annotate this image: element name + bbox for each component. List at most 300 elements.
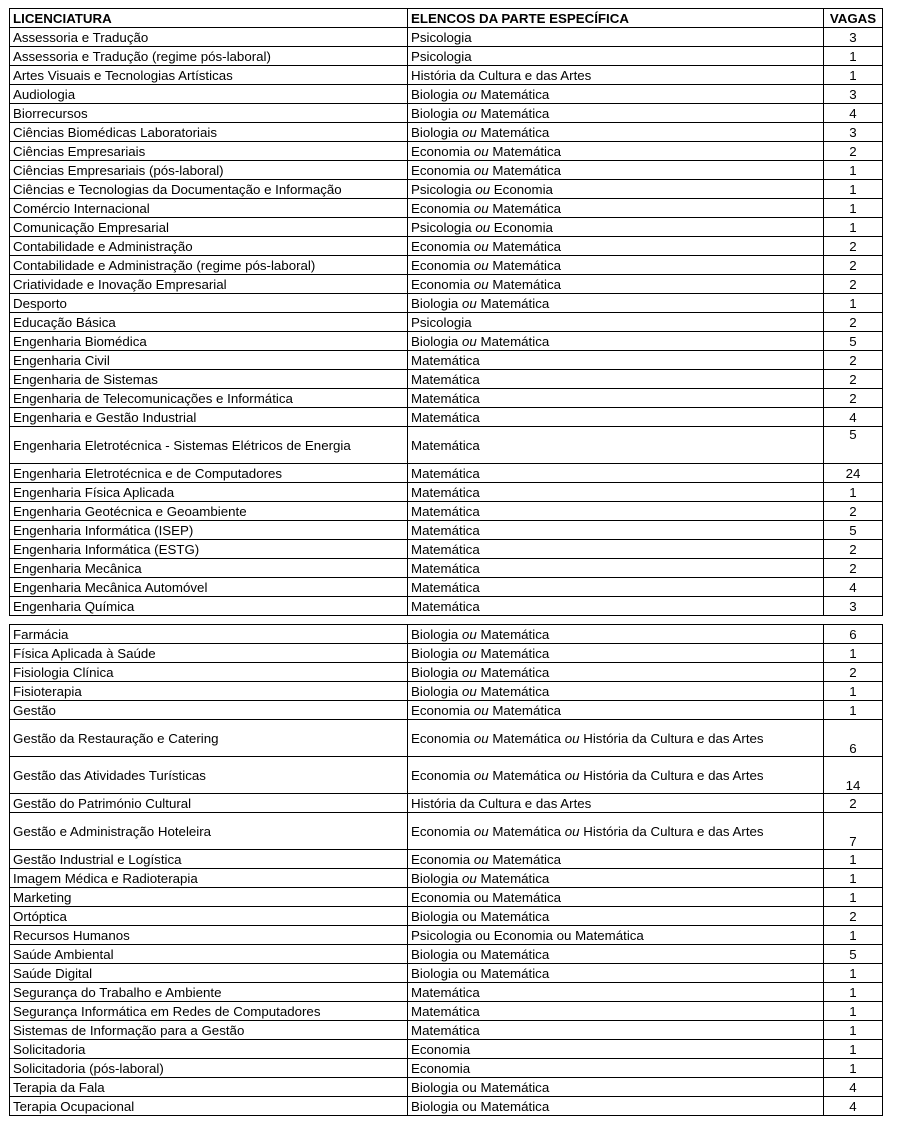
exam-options bbox=[408, 313, 824, 332]
table-row bbox=[10, 483, 883, 502]
vagas-count: 1 bbox=[824, 47, 883, 66]
course-name: Segurança Informática em Redes de Computadores bbox=[10, 1002, 408, 1021]
exam-options bbox=[408, 104, 824, 123]
exam-options bbox=[408, 180, 824, 199]
vagas-count: 5 bbox=[824, 521, 883, 540]
table-row bbox=[10, 85, 883, 104]
exam-options bbox=[408, 1059, 824, 1078]
exam-text: Biologia bbox=[411, 86, 463, 102]
exam-options bbox=[408, 351, 824, 370]
exam-text: Economia bbox=[411, 162, 474, 178]
header-vagas: VAGAS bbox=[824, 9, 883, 28]
course-name: Engenharia Mecânica bbox=[10, 559, 408, 578]
course-name: Ciências Empresariais (pós-laboral) bbox=[10, 161, 408, 180]
vagas-count: 6 bbox=[824, 625, 883, 644]
exam-text: Psicologia ou Economia ou Matemática bbox=[411, 927, 644, 943]
table-row bbox=[10, 945, 883, 964]
vagas-count: 1 bbox=[824, 1059, 883, 1078]
exam-text: Matemática bbox=[411, 541, 480, 557]
exam-text: Matemática bbox=[411, 598, 480, 614]
exam-connector: ou bbox=[462, 664, 477, 680]
table-row bbox=[10, 1097, 883, 1116]
vagas-count: 2 bbox=[824, 559, 883, 578]
vagas-count: 1 bbox=[824, 1040, 883, 1059]
exam-text: Biologia bbox=[411, 295, 463, 311]
vagas-count: 1 bbox=[824, 294, 883, 313]
exam-connector: ou bbox=[462, 124, 477, 140]
exam-connector: ou bbox=[473, 702, 489, 718]
course-name: Contabilidade e Administração (regime pós-laboral) bbox=[10, 256, 408, 275]
vagas-count: 1 bbox=[824, 964, 883, 983]
course-name: Sistemas de Informação para a Gestão bbox=[10, 1021, 408, 1040]
exam-text: Matemática bbox=[411, 522, 480, 538]
exam-options bbox=[408, 720, 824, 757]
exam-options bbox=[408, 813, 824, 850]
exam-text: Biologia ou Matemática bbox=[411, 1079, 550, 1095]
vagas-count: 2 bbox=[824, 540, 883, 559]
exam-connector: ou bbox=[473, 730, 489, 746]
table-row bbox=[10, 389, 883, 408]
vagas-count: 2 bbox=[824, 794, 883, 813]
exam-text: Matemática bbox=[411, 390, 480, 406]
exam-text: Matemática bbox=[488, 257, 562, 273]
course-name: Contabilidade e Administração bbox=[10, 237, 408, 256]
exam-options bbox=[408, 964, 824, 983]
table-row bbox=[10, 701, 883, 720]
course-name: Engenharia Eletrotécnica e de Computadores bbox=[10, 464, 408, 483]
table-row bbox=[10, 237, 883, 256]
table-row bbox=[10, 66, 883, 85]
exam-text: Biologia ou Matemática bbox=[411, 908, 550, 924]
vagas-count: 2 bbox=[824, 370, 883, 389]
exam-text: Biologia bbox=[411, 105, 463, 121]
exam-text: Matemática bbox=[476, 645, 550, 661]
table-row bbox=[10, 351, 883, 370]
table-row bbox=[10, 370, 883, 389]
table-row bbox=[10, 1021, 883, 1040]
exam-text: Economia bbox=[411, 851, 474, 867]
exam-text: Matemática bbox=[411, 465, 480, 481]
course-name: Física Aplicada à Saúde bbox=[10, 644, 408, 663]
table-header-row bbox=[10, 9, 883, 28]
exam-text: Economia bbox=[411, 702, 474, 718]
exam-text: Economia bbox=[411, 200, 474, 216]
exam-options bbox=[408, 926, 824, 945]
exam-text: Matemática bbox=[476, 626, 550, 642]
course-name: Comunicação Empresarial bbox=[10, 218, 408, 237]
exam-options bbox=[408, 408, 824, 427]
exam-text: Economia bbox=[411, 257, 474, 273]
exam-options bbox=[408, 161, 824, 180]
vagas-count: 1 bbox=[824, 850, 883, 869]
table-row bbox=[10, 47, 883, 66]
exam-options bbox=[408, 199, 824, 218]
exam-options bbox=[408, 888, 824, 907]
table-row bbox=[10, 142, 883, 161]
exam-text: História da Cultura e das Artes bbox=[579, 730, 764, 746]
exam-connector: ou bbox=[473, 851, 489, 867]
course-name: Imagem Médica e Radioterapia bbox=[10, 869, 408, 888]
course-name: Gestão Industrial e Logística bbox=[10, 850, 408, 869]
exam-connector: ou bbox=[462, 295, 477, 311]
table-row bbox=[10, 161, 883, 180]
vagas-count: 1 bbox=[824, 1002, 883, 1021]
exam-text: Matemática bbox=[488, 162, 562, 178]
exam-text: Matemática bbox=[476, 333, 550, 349]
course-name: Engenharia Física Aplicada bbox=[10, 483, 408, 502]
exam-options bbox=[408, 663, 824, 682]
vagas-count: 2 bbox=[824, 142, 883, 161]
exam-text: Biologia bbox=[411, 664, 463, 680]
exam-text: História da Cultura e das Artes bbox=[579, 823, 764, 839]
exam-text: Economia ou Matemática bbox=[411, 889, 562, 905]
vagas-count: 5 bbox=[824, 427, 883, 464]
table-row bbox=[10, 720, 883, 757]
vagas-count: 3 bbox=[824, 123, 883, 142]
exam-text: Biologia ou Matemática bbox=[411, 946, 550, 962]
course-name: Ciências Biomédicas Laboratoriais bbox=[10, 123, 408, 142]
exam-connector: ou bbox=[475, 219, 491, 235]
course-name: Ciências e Tecnologias da Documentação e Informação bbox=[10, 180, 408, 199]
course-name: Gestão e Administração Hoteleira bbox=[10, 813, 408, 850]
table-row bbox=[10, 1078, 883, 1097]
course-name: Segurança do Trabalho e Ambiente bbox=[10, 983, 408, 1002]
exam-connector: ou bbox=[473, 767, 489, 783]
course-name: Comércio Internacional bbox=[10, 199, 408, 218]
exam-text: Psicologia bbox=[411, 219, 476, 235]
table-row bbox=[10, 625, 883, 644]
vagas-count: 1 bbox=[824, 682, 883, 701]
exam-options bbox=[408, 389, 824, 408]
vagas-count: 1 bbox=[824, 66, 883, 85]
exam-text: Matemática bbox=[411, 437, 480, 453]
exam-options bbox=[408, 142, 824, 161]
table-row bbox=[10, 540, 883, 559]
exam-options bbox=[408, 540, 824, 559]
table-row bbox=[10, 869, 883, 888]
table-row bbox=[10, 597, 883, 616]
table-row bbox=[10, 794, 883, 813]
header-licenciatura: LICENCIATURA bbox=[10, 9, 408, 28]
table-row bbox=[10, 644, 883, 663]
exam-options bbox=[408, 28, 824, 47]
table-row bbox=[10, 1002, 883, 1021]
table-row bbox=[10, 427, 883, 464]
exam-options bbox=[408, 1002, 824, 1021]
course-name: Fisiologia Clínica bbox=[10, 663, 408, 682]
table-row bbox=[10, 199, 883, 218]
vagas-count: 6 bbox=[824, 720, 883, 757]
table-row bbox=[10, 559, 883, 578]
course-name: Criatividade e Inovação Empresarial bbox=[10, 275, 408, 294]
course-name: Engenharia Informática (ISEP) bbox=[10, 521, 408, 540]
vagas-count: 2 bbox=[824, 389, 883, 408]
exam-connector: ou bbox=[475, 181, 491, 197]
vagas-count: 24 bbox=[824, 464, 883, 483]
exam-options bbox=[408, 123, 824, 142]
exam-text: Matemática bbox=[488, 823, 565, 839]
exam-text: Matemática bbox=[411, 1022, 480, 1038]
exam-connector: ou bbox=[462, 870, 477, 886]
table-row bbox=[10, 926, 883, 945]
exam-options bbox=[408, 578, 824, 597]
course-name: Marketing bbox=[10, 888, 408, 907]
exam-options bbox=[408, 502, 824, 521]
exam-options bbox=[408, 1097, 824, 1116]
table-row bbox=[10, 682, 883, 701]
exam-options bbox=[408, 983, 824, 1002]
exam-options bbox=[408, 1021, 824, 1040]
vagas-count: 1 bbox=[824, 218, 883, 237]
vagas-count: 1 bbox=[824, 199, 883, 218]
exam-connector: ou bbox=[473, 276, 489, 292]
exam-options bbox=[408, 757, 824, 794]
table-row bbox=[10, 578, 883, 597]
vagas-count: 3 bbox=[824, 597, 883, 616]
vagas-count: 2 bbox=[824, 237, 883, 256]
exam-text: Economia bbox=[411, 730, 474, 746]
course-name: Biorrecursos bbox=[10, 104, 408, 123]
exam-text: Matemática bbox=[476, 86, 550, 102]
exam-text: Matemática bbox=[411, 1003, 480, 1019]
table-row bbox=[10, 180, 883, 199]
vagas-count: 4 bbox=[824, 578, 883, 597]
exam-options bbox=[408, 1078, 824, 1097]
table-row bbox=[10, 1040, 883, 1059]
course-name: Terapia Ocupacional bbox=[10, 1097, 408, 1116]
table-row bbox=[10, 28, 883, 47]
vagas-count: 1 bbox=[824, 926, 883, 945]
table-row bbox=[10, 663, 883, 682]
exam-connector: ou bbox=[462, 683, 477, 699]
exam-text: Economia bbox=[490, 219, 553, 235]
table-row bbox=[10, 983, 883, 1002]
exam-text: Economia bbox=[411, 276, 474, 292]
exam-connector: ou bbox=[473, 143, 489, 159]
vacancies-table-part-2 bbox=[9, 624, 883, 1116]
exam-options bbox=[408, 218, 824, 237]
exam-options bbox=[408, 237, 824, 256]
course-name: Fisioterapia bbox=[10, 682, 408, 701]
exam-connector: ou bbox=[462, 645, 477, 661]
vagas-count: 2 bbox=[824, 313, 883, 332]
exam-options bbox=[408, 597, 824, 616]
table-row bbox=[10, 294, 883, 313]
exam-text: Matemática bbox=[488, 200, 562, 216]
vagas-count: 2 bbox=[824, 907, 883, 926]
vagas-count: 7 bbox=[824, 813, 883, 850]
course-name: Farmácia bbox=[10, 625, 408, 644]
course-name: Ciências Empresariais bbox=[10, 142, 408, 161]
exam-text: Economia bbox=[411, 1060, 471, 1076]
vagas-count: 1 bbox=[824, 483, 883, 502]
table-row bbox=[10, 907, 883, 926]
exam-options bbox=[408, 275, 824, 294]
exam-text: Matemática bbox=[411, 484, 480, 500]
exam-text: Matemática bbox=[411, 579, 480, 595]
table-row bbox=[10, 123, 883, 142]
exam-options bbox=[408, 85, 824, 104]
exam-text: Economia bbox=[411, 767, 474, 783]
exam-text: Economia bbox=[411, 238, 474, 254]
exam-options bbox=[408, 370, 824, 389]
exam-text: Matemática bbox=[476, 295, 550, 311]
exam-text: Matemática bbox=[411, 503, 480, 519]
course-name: Engenharia Civil bbox=[10, 351, 408, 370]
course-name: Engenharia Eletrotécnica - Sistemas Elétricos de Energia bbox=[10, 427, 408, 464]
exam-options bbox=[408, 644, 824, 663]
exam-text: Matemática bbox=[411, 409, 480, 425]
exam-text: Biologia bbox=[411, 124, 463, 140]
vagas-count: 1 bbox=[824, 161, 883, 180]
vagas-count: 1 bbox=[824, 983, 883, 1002]
course-name: Assessoria e Tradução bbox=[10, 28, 408, 47]
table-row bbox=[10, 218, 883, 237]
vacancies-table-part-1 bbox=[9, 8, 883, 616]
exam-options bbox=[408, 794, 824, 813]
exam-options bbox=[408, 945, 824, 964]
exam-text: Economia bbox=[490, 181, 553, 197]
exam-text: História da Cultura e das Artes bbox=[579, 767, 764, 783]
course-name: Engenharia de Telecomunicações e Informática bbox=[10, 389, 408, 408]
table-row bbox=[10, 408, 883, 427]
exam-text: Biologia ou Matemática bbox=[411, 965, 550, 981]
course-name: Assessoria e Tradução (regime pós-laboral) bbox=[10, 47, 408, 66]
vagas-count: 1 bbox=[824, 869, 883, 888]
exam-text: Matemática bbox=[476, 664, 550, 680]
course-name: Educação Básica bbox=[10, 313, 408, 332]
exam-connector: ou bbox=[462, 626, 477, 642]
table-row bbox=[10, 1059, 883, 1078]
course-name: Engenharia Biomédica bbox=[10, 332, 408, 351]
exam-connector: ou bbox=[564, 730, 580, 746]
course-name: Engenharia Química bbox=[10, 597, 408, 616]
exam-options bbox=[408, 427, 824, 464]
exam-text: História da Cultura e das Artes bbox=[411, 795, 592, 811]
vagas-count: 5 bbox=[824, 332, 883, 351]
vagas-count: 3 bbox=[824, 28, 883, 47]
exam-connector: ou bbox=[473, 823, 489, 839]
table-row bbox=[10, 757, 883, 794]
exam-text: Matemática bbox=[488, 276, 562, 292]
exam-text: Economia bbox=[411, 823, 474, 839]
exam-text: História da Cultura e das Artes bbox=[411, 67, 592, 83]
table-row bbox=[10, 464, 883, 483]
course-name: Engenharia Informática (ESTG) bbox=[10, 540, 408, 559]
exam-connector: ou bbox=[473, 162, 489, 178]
exam-options bbox=[408, 332, 824, 351]
exam-connector: ou bbox=[564, 767, 580, 783]
exam-text: Matemática bbox=[488, 702, 562, 718]
course-name: Engenharia e Gestão Industrial bbox=[10, 408, 408, 427]
exam-options bbox=[408, 256, 824, 275]
exam-connector: ou bbox=[473, 200, 489, 216]
exam-options bbox=[408, 66, 824, 85]
course-name: Desporto bbox=[10, 294, 408, 313]
course-name: Engenharia Mecânica Automóvel bbox=[10, 578, 408, 597]
exam-text: Matemática bbox=[488, 851, 562, 867]
exam-options bbox=[408, 850, 824, 869]
vagas-count: 1 bbox=[824, 1021, 883, 1040]
course-name: Terapia da Fala bbox=[10, 1078, 408, 1097]
exam-text: Psicologia bbox=[411, 181, 476, 197]
vagas-count: 2 bbox=[824, 663, 883, 682]
exam-options bbox=[408, 907, 824, 926]
course-name: Engenharia Geotécnica e Geoambiente bbox=[10, 502, 408, 521]
table-row bbox=[10, 850, 883, 869]
exam-text: Matemática bbox=[488, 238, 562, 254]
exam-connector: ou bbox=[564, 823, 580, 839]
exam-text: Matemática bbox=[488, 143, 562, 159]
exam-options bbox=[408, 294, 824, 313]
exam-text: Matemática bbox=[488, 730, 565, 746]
exam-text: Biologia bbox=[411, 626, 463, 642]
course-name: Artes Visuais e Tecnologias Artísticas bbox=[10, 66, 408, 85]
table-row bbox=[10, 275, 883, 294]
exam-text: Biologia ou Matemática bbox=[411, 1098, 550, 1114]
table-row bbox=[10, 502, 883, 521]
exam-text: Psicologia bbox=[411, 29, 472, 45]
course-name: Gestão bbox=[10, 701, 408, 720]
course-name: Saúde Digital bbox=[10, 964, 408, 983]
exam-text: Biologia bbox=[411, 683, 463, 699]
course-name: Solicitadoria (pós-laboral) bbox=[10, 1059, 408, 1078]
exam-text: Matemática bbox=[476, 124, 550, 140]
course-name: Solicitadoria bbox=[10, 1040, 408, 1059]
course-name: Ortóptica bbox=[10, 907, 408, 926]
table-row bbox=[10, 256, 883, 275]
exam-options bbox=[408, 625, 824, 644]
exam-connector: ou bbox=[462, 86, 477, 102]
table-row bbox=[10, 313, 883, 332]
exam-options bbox=[408, 47, 824, 66]
exam-text: Matemática bbox=[476, 683, 550, 699]
vagas-count: 1 bbox=[824, 888, 883, 907]
exam-connector: ou bbox=[462, 333, 477, 349]
vagas-count: 4 bbox=[824, 1078, 883, 1097]
exam-text: Matemática bbox=[411, 371, 480, 387]
vagas-count: 4 bbox=[824, 104, 883, 123]
table-row bbox=[10, 521, 883, 540]
table-row bbox=[10, 964, 883, 983]
table-row bbox=[10, 104, 883, 123]
vagas-count: 14 bbox=[824, 757, 883, 794]
exam-options bbox=[408, 483, 824, 502]
course-name: Gestão da Restauração e Catering bbox=[10, 720, 408, 757]
vagas-count: 2 bbox=[824, 502, 883, 521]
exam-text: Matemática bbox=[476, 105, 550, 121]
header-elencos: ELENCOS DA PARTE ESPECÍFICA bbox=[408, 9, 824, 28]
vagas-count: 2 bbox=[824, 256, 883, 275]
exam-options bbox=[408, 1040, 824, 1059]
course-name: Gestão do Património Cultural bbox=[10, 794, 408, 813]
vagas-count: 1 bbox=[824, 644, 883, 663]
vagas-count: 1 bbox=[824, 180, 883, 199]
vagas-count: 2 bbox=[824, 275, 883, 294]
exam-connector: ou bbox=[462, 105, 477, 121]
exam-text: Psicologia bbox=[411, 48, 472, 64]
vagas-count: 5 bbox=[824, 945, 883, 964]
exam-text: Biologia bbox=[411, 333, 463, 349]
table-row bbox=[10, 813, 883, 850]
course-name: Audiologia bbox=[10, 85, 408, 104]
exam-text: Biologia bbox=[411, 870, 463, 886]
vagas-count: 4 bbox=[824, 1097, 883, 1116]
exam-options bbox=[408, 464, 824, 483]
exam-text: Matemática bbox=[411, 352, 480, 368]
table-row bbox=[10, 888, 883, 907]
course-name: Engenharia de Sistemas bbox=[10, 370, 408, 389]
